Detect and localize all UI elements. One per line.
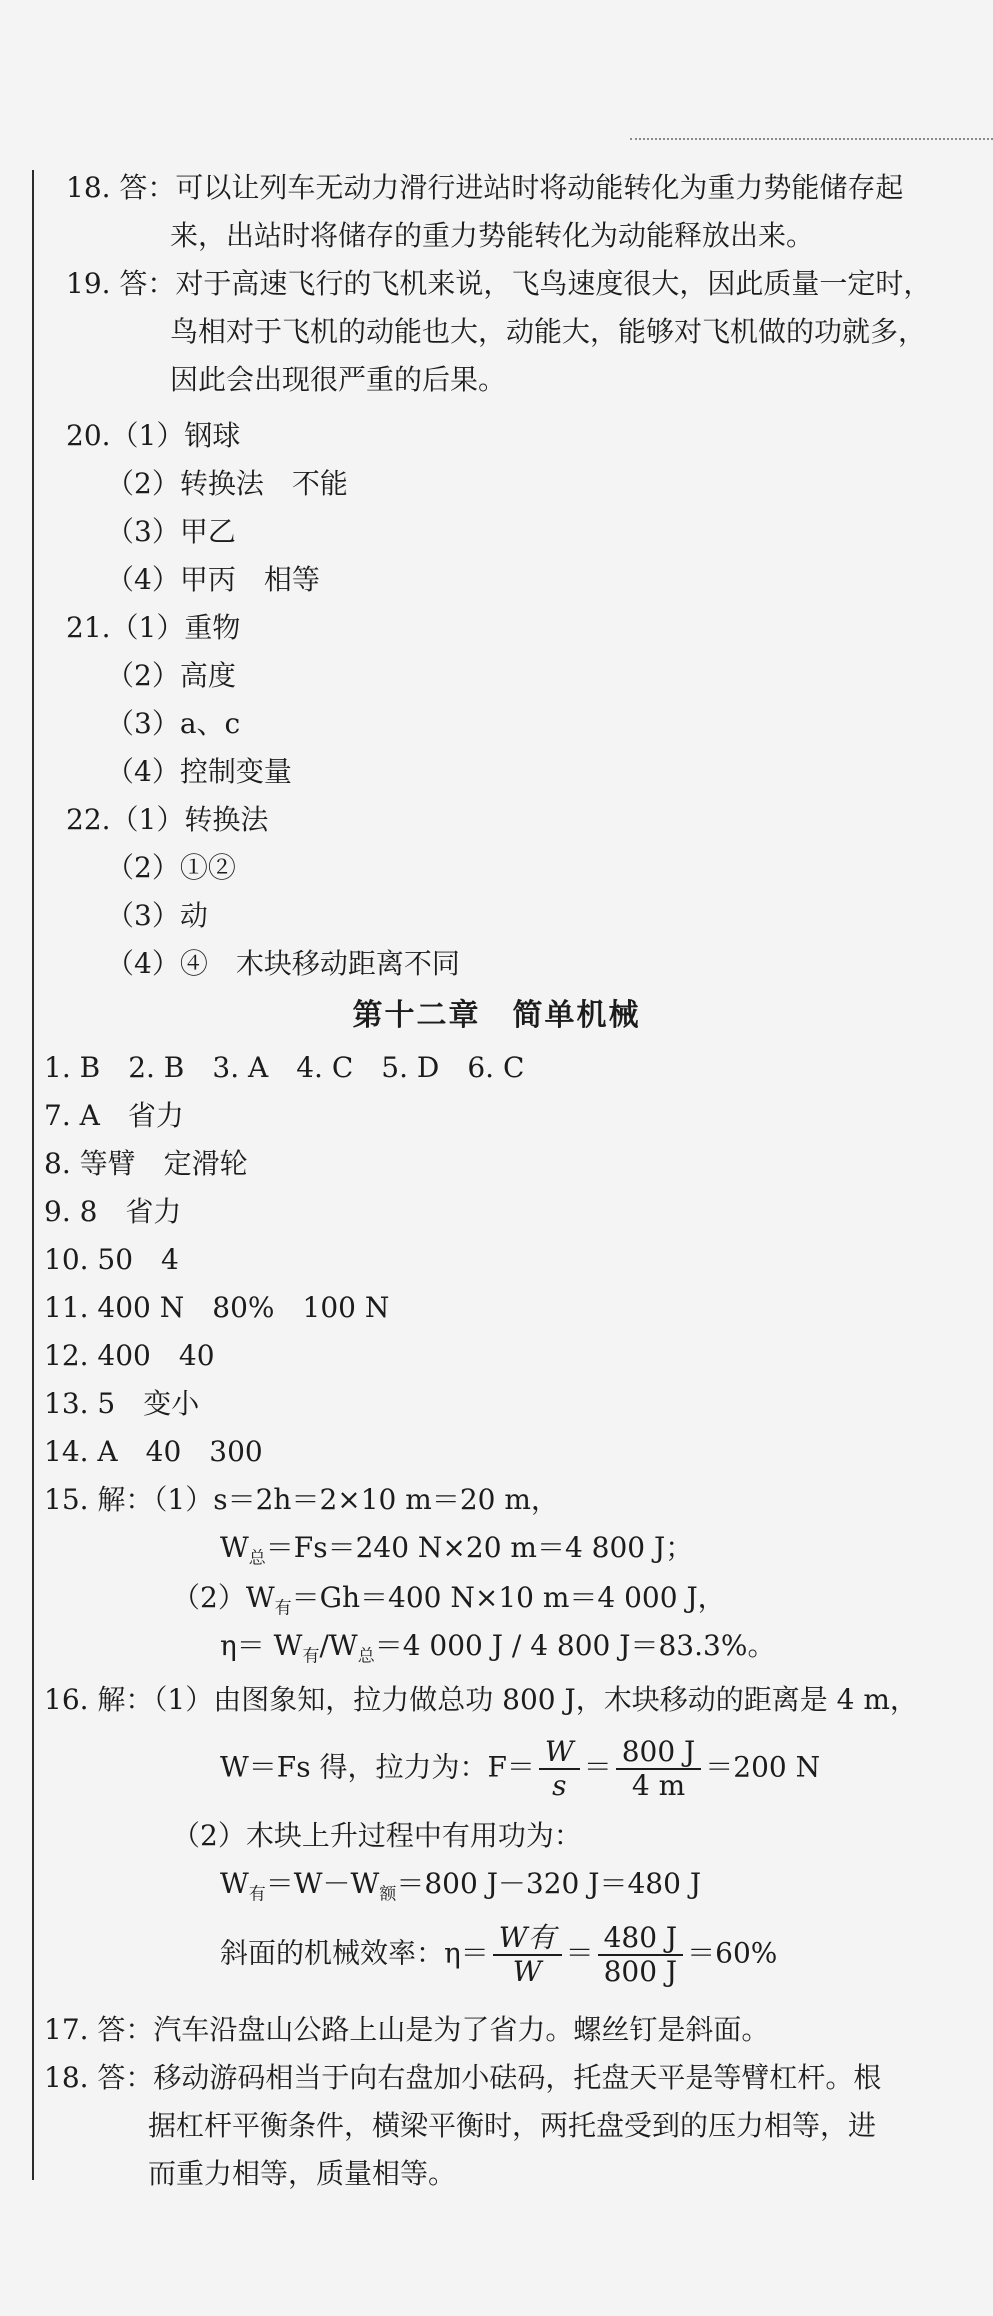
- fraction-w-over-s: [539, 1736, 580, 1802]
- answer-15-part-1: 15. 解：（1）s＝2h＝2×10 m＝20 m，: [44, 1483, 559, 1516]
- answer-1-6: 1. B 2. B 3. A 4. C 5. D 6. C: [44, 1051, 525, 1084]
- force-result: ＝200 N: [705, 1750, 821, 1784]
- answer-18b-line-3: 而重力相等，质量相等。: [148, 2157, 457, 2190]
- left-margin-line: [32, 170, 34, 2180]
- subscript-extra: 额: [379, 1884, 397, 1905]
- answer-22-3: （3）动: [106, 899, 208, 932]
- numerator: W: [539, 1736, 580, 1770]
- equation-text: ＝Gh＝400 N×10 m＝4 000 J，: [291, 1581, 726, 1614]
- answer-17: 17. 答：汽车沿盘山公路上山是为了省力。螺丝钉是斜面。: [44, 2013, 770, 2046]
- answer-19-line-3: 因此会出现很严重的后果。: [170, 363, 507, 396]
- answer-22-2: （2）①②: [106, 851, 236, 884]
- denominator: s: [552, 1769, 567, 1802]
- answer-21-1: 21.（1）重物: [66, 611, 241, 644]
- numerator: 800 J: [616, 1736, 702, 1770]
- denominator: 4 m: [631, 1769, 686, 1802]
- answer-10: 10. 50 4: [44, 1243, 179, 1276]
- w-symbol: W: [220, 1531, 249, 1564]
- answer-20-3: （3）甲乙: [106, 515, 236, 548]
- answer-7: 7. A 省力: [44, 1099, 184, 1132]
- equals: ＝: [583, 1750, 612, 1784]
- answer-18-line-2: 来，出站时将储存的重力势能转化为动能释放出来。: [170, 219, 815, 252]
- answer-19-line-1: 19. 答：对于高速飞行的飞机来说，飞鸟速度很大，因此质量一定时，: [66, 267, 932, 300]
- answer-21-2: （2）高度: [106, 659, 236, 692]
- answer-20-2: （2）转换法 不能: [106, 467, 348, 500]
- denominator: 800 J: [603, 1955, 678, 1988]
- answer-21-3: （3）a、c: [106, 707, 241, 740]
- subscript-total: 总: [357, 1646, 375, 1667]
- answer-12: 12. 400 40: [44, 1339, 215, 1372]
- answer-22-4: （4）④ 木块移动距离不同: [106, 947, 460, 980]
- answer-21-4: （4）控制变量: [106, 755, 292, 788]
- top-dotted-rule: [630, 138, 993, 140]
- answer-20-1: 20.（1）钢球: [66, 419, 241, 452]
- efficiency-result: ＝60%: [687, 1936, 778, 1970]
- subscript-useful: 有: [274, 1598, 292, 1619]
- answer-15-efficiency: [220, 1626, 775, 1677]
- answer-8: 8. 等臂 定滑轮: [44, 1147, 248, 1180]
- force-text: W＝Fs 得，拉力为：F＝: [220, 1750, 535, 1784]
- answer-22-1: 22.（1）转换法: [66, 803, 269, 836]
- answer-20-4: （4）甲丙 相等: [106, 563, 320, 596]
- answer-16-useful-work: [220, 1864, 701, 1915]
- answer-15-part-2: [172, 1578, 726, 1629]
- fraction-w-ratio: [493, 1922, 562, 1988]
- answer-16-force: [220, 1736, 820, 1802]
- subscript-useful: 有: [302, 1646, 320, 1667]
- answer-18b-line-2: 据杠杆平衡条件，横梁平衡时，两托盘受到的压力相等，进: [148, 2109, 877, 2142]
- answer-13: 13. 5 变小: [44, 1387, 200, 1420]
- answer-16-efficiency: [220, 1922, 777, 1988]
- answer-19-line-2: 鸟相对于飞机的动能也大，动能大，能够对飞机做的功就多，: [170, 315, 927, 348]
- equation-text: ＝Fs＝240 N×20 m＝4 800 J；: [265, 1531, 694, 1564]
- answer-18-line-1: 18. 答：可以让列车无动力滑行进站时将动能转化为重力势能储存起: [66, 171, 904, 204]
- fraction-values: [616, 1736, 702, 1802]
- answer-15-total-work: [220, 1528, 693, 1579]
- fraction-values: [598, 1922, 684, 1988]
- answer-11: 11. 400 N 80% 100 N: [44, 1291, 390, 1324]
- part-label-w: （2）W: [172, 1581, 275, 1614]
- subscript-useful: 有: [248, 1884, 266, 1905]
- numerator: 480 J: [598, 1922, 684, 1956]
- answer-9: 9. 8 省力: [44, 1195, 182, 1228]
- subscript-total: 总: [248, 1548, 266, 1569]
- equals: ＝: [565, 1936, 594, 1970]
- equation-text: ＝W－W: [265, 1867, 380, 1900]
- answer-16-part-2: （2）木块上升过程中有用功为：: [172, 1819, 582, 1852]
- numerator: W有: [493, 1922, 562, 1956]
- efficiency-text: 斜面的机械效率：η＝: [220, 1936, 489, 1970]
- eta-w: η＝ W: [220, 1629, 303, 1662]
- equation-result: ＝800 J－320 J＝480 J: [396, 1867, 702, 1900]
- answer-18b-line-1: 18. 答：移动游码相当于向右盘加小砝码，托盘天平是等臂杠杆。根: [44, 2061, 882, 2094]
- answer-16-part-1: 16. 解：（1）由图象知，拉力做总功 800 J，木块移动的距离是 4 m，: [44, 1683, 918, 1716]
- denominator: W: [512, 1955, 542, 1988]
- w-symbol: W: [220, 1867, 249, 1900]
- slash-w: /W: [319, 1629, 358, 1662]
- chapter-heading: 第十二章 简单机械: [352, 998, 641, 1033]
- efficiency-result: ＝4 000 J / 4 800 J＝83.3%。: [374, 1629, 776, 1662]
- answer-14: 14. A 40 300: [44, 1435, 263, 1468]
